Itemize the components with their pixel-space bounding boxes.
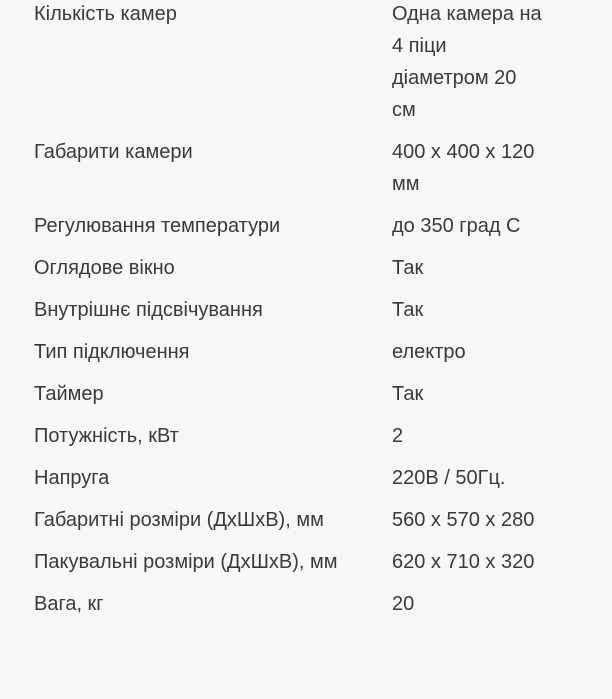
spec-label: Габарити камери (34, 141, 193, 163)
spec-label: Потужність, кВт (34, 425, 179, 447)
spec-row (0, 252, 612, 284)
spec-value: Так (392, 299, 424, 321)
spec-value: Так (392, 383, 424, 405)
spec-row (0, 136, 612, 200)
spec-label: Габаритні розміри (ДхШхВ), мм (34, 509, 324, 531)
spec-label: Напруга (34, 467, 110, 489)
spec-label: Кількість камер (34, 3, 177, 25)
spec-label: Оглядове вікно (34, 257, 175, 279)
spec-row (0, 504, 612, 536)
spec-value: 20 (392, 593, 415, 615)
spec-label: Внутрішнє підсвічування (34, 299, 263, 321)
spec-row (0, 546, 612, 578)
spec-label: Вага, кг (34, 593, 104, 615)
spec-row (0, 336, 612, 368)
spec-row (0, 210, 612, 242)
spec-value: електро (392, 341, 466, 363)
spec-row (0, 420, 612, 452)
spec-value: Так (392, 257, 424, 279)
spec-label: Тип підключення (34, 341, 190, 363)
spec-label: Регулювання температури (34, 215, 281, 237)
spec-value: 220В / 50Гц. (392, 467, 506, 489)
spec-value: 2 (392, 425, 404, 447)
spec-row (0, 462, 612, 494)
spec-value: 400 х 400 х 120 мм (392, 141, 535, 195)
spec-value: 560 х 570 х 280 (392, 509, 535, 531)
spec-row (0, 0, 612, 126)
spec-label: Пакувальні розміри (ДхШхВ), мм (34, 551, 338, 573)
spec-value: Одна камера на 4 піци діаметром 20 см (392, 3, 542, 121)
spec-row (0, 294, 612, 326)
spec-row (0, 378, 612, 410)
spec-value: 620 х 710 х 320 (392, 551, 535, 573)
spec-value: до 350 град С (392, 215, 521, 237)
spec-label: Таймер (34, 383, 104, 405)
spec-row (0, 588, 612, 620)
